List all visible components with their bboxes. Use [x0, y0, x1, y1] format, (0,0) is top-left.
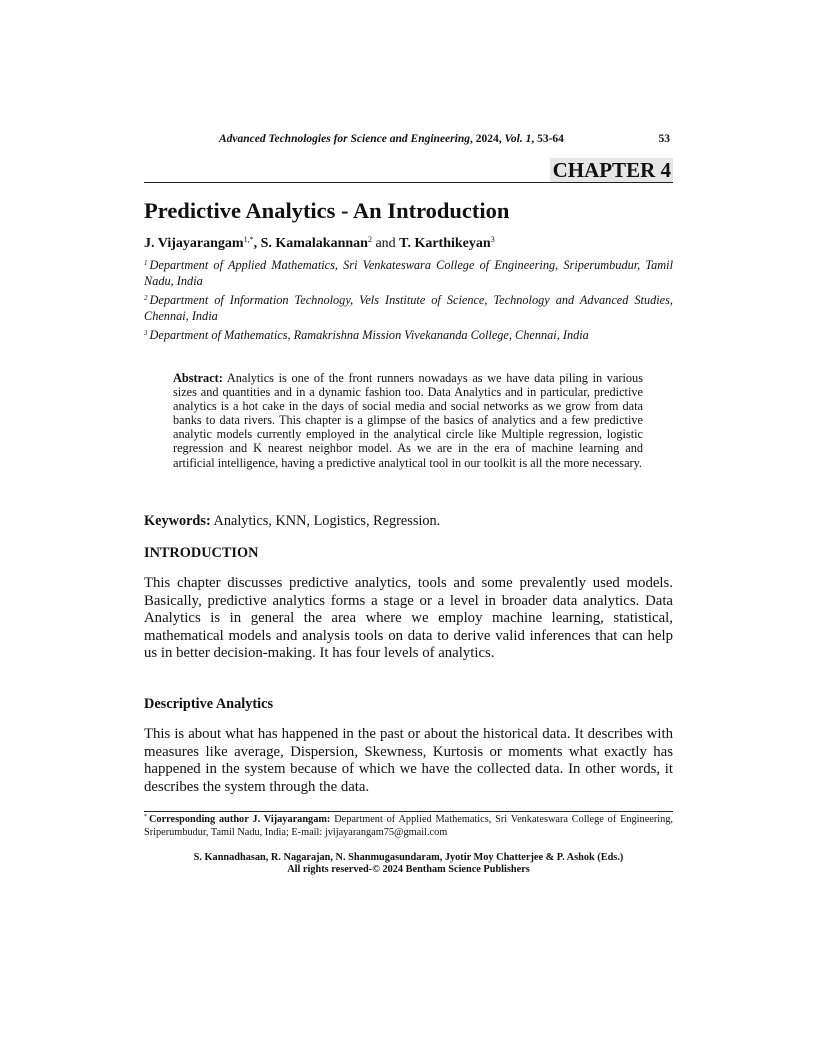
author-separator: and — [371, 236, 400, 251]
keywords — [144, 513, 440, 530]
footnote-label: Corresponding author J. Vijayarangam: — [149, 814, 331, 825]
affiliation-marker: 2 — [144, 294, 148, 302]
abstract-label: Abstract: — [173, 371, 223, 385]
author-name: S. Kamalakannan — [260, 236, 368, 251]
author-list — [144, 236, 495, 252]
affiliation-text: Department of Information Technology, Vels Institute of Science, Technology and Advanced Studies, Chennai, India — [144, 293, 673, 323]
affiliation — [144, 293, 673, 324]
subsection-heading: Descriptive Analytics — [144, 696, 274, 712]
author-affil-marker: 1,* — [243, 235, 254, 244]
footnote-divider — [144, 811, 673, 812]
affiliation-text: Department of Mathematics, Ramakrishna Mission Vivekananda College, Chennai, India — [149, 328, 589, 342]
affiliation — [144, 258, 673, 289]
abstract — [173, 371, 643, 470]
editors-credit — [144, 852, 673, 877]
author-separator: , — [253, 236, 261, 251]
chapter-label: CHAPTER 4 — [550, 158, 673, 182]
section-paragraph: This is about what has happened in the past or about the historical data. It describes with measures like average, Dispersion, Skewness, Kurtosis or moments what exactly has happened in the system because of which we have the collected data. In other words, it describes the system through the data. — [144, 726, 673, 795]
affiliation-marker: 1 — [144, 259, 148, 267]
keywords-text: Analytics, KNN, Logistics, Regression. — [210, 513, 441, 529]
affiliation-marker: 3 — [144, 329, 148, 337]
author-name: T. Karthikeyan — [399, 236, 491, 251]
page-title: Predictive Analytics - An Introduction — [144, 198, 510, 223]
journal-year: , 2024, — [469, 133, 505, 145]
journal-name: Advanced Technologies for Science and Engineering — [219, 133, 470, 145]
journal-volume: Vol. 1 — [504, 133, 532, 145]
journal-citation — [219, 133, 564, 145]
footnote — [144, 814, 673, 839]
page-number: 53 — [658, 133, 670, 145]
section-paragraph: This chapter discusses predictive analytics, tools and some prevalently used models. Basically, predictive analytics forms a stage or a level in broader data analytics. Data Analytics is in general the area where we employ machine learning, statistical, mathematical models and analysis tools on data to derive valid inferences that can help us in better decision-making. It has four levels of analytics. — [144, 575, 673, 662]
keywords-label: Keywords: — [144, 513, 211, 529]
author-affil-marker: 3 — [490, 235, 495, 244]
section-heading: INTRODUCTION — [144, 545, 259, 561]
affiliation-text: Department of Applied Mathematics, Sri Venkateswara College of Engineering, Sriperumbudur, Tamil Nadu, India — [144, 258, 673, 288]
footnote-marker: * — [144, 814, 147, 820]
copyright-line: All rights reserved-© 2024 Bentham Science Publishers — [287, 864, 530, 876]
running-head — [144, 133, 673, 147]
chapter-divider — [144, 182, 673, 183]
journal-pages: , 53-64 — [531, 133, 564, 145]
footnote-text: Department of Applied Mathematics, Sri Venkateswara College of Engineering, Sriperumbudur, Tamil Nadu, India; E-mail: jvijayarangam75@gmail.com — [144, 814, 673, 838]
affiliation — [144, 328, 673, 344]
abstract-text: Analytics is one of the front runners nowadays as we have data piling in various sizes and quantities and in a dynamic fashion too. Data Analytics and in particular, predictive analytics is a hot cake in the days of social media and social networks as we grow from data banks to data rivers. This chapter is a glimpse of the basics of analytics and a few predictive analytic models currently employed in the analytical circle like Multiple regression, logistic regression and K nearest neighbor model. As we are in the era of machine learning and artificial intelligence, having a predictive analytical tool in our toolkit is all the more necessary. — [173, 371, 643, 470]
author-affil-marker: 2 — [367, 235, 372, 244]
editors-line: S. Kannadhasan, R. Nagarajan, N. Shanmugasundaram, Jyotir Moy Chatterjee & P. Ashok (Eds.) — [193, 852, 624, 863]
author-name: J. Vijayarangam — [144, 236, 244, 251]
